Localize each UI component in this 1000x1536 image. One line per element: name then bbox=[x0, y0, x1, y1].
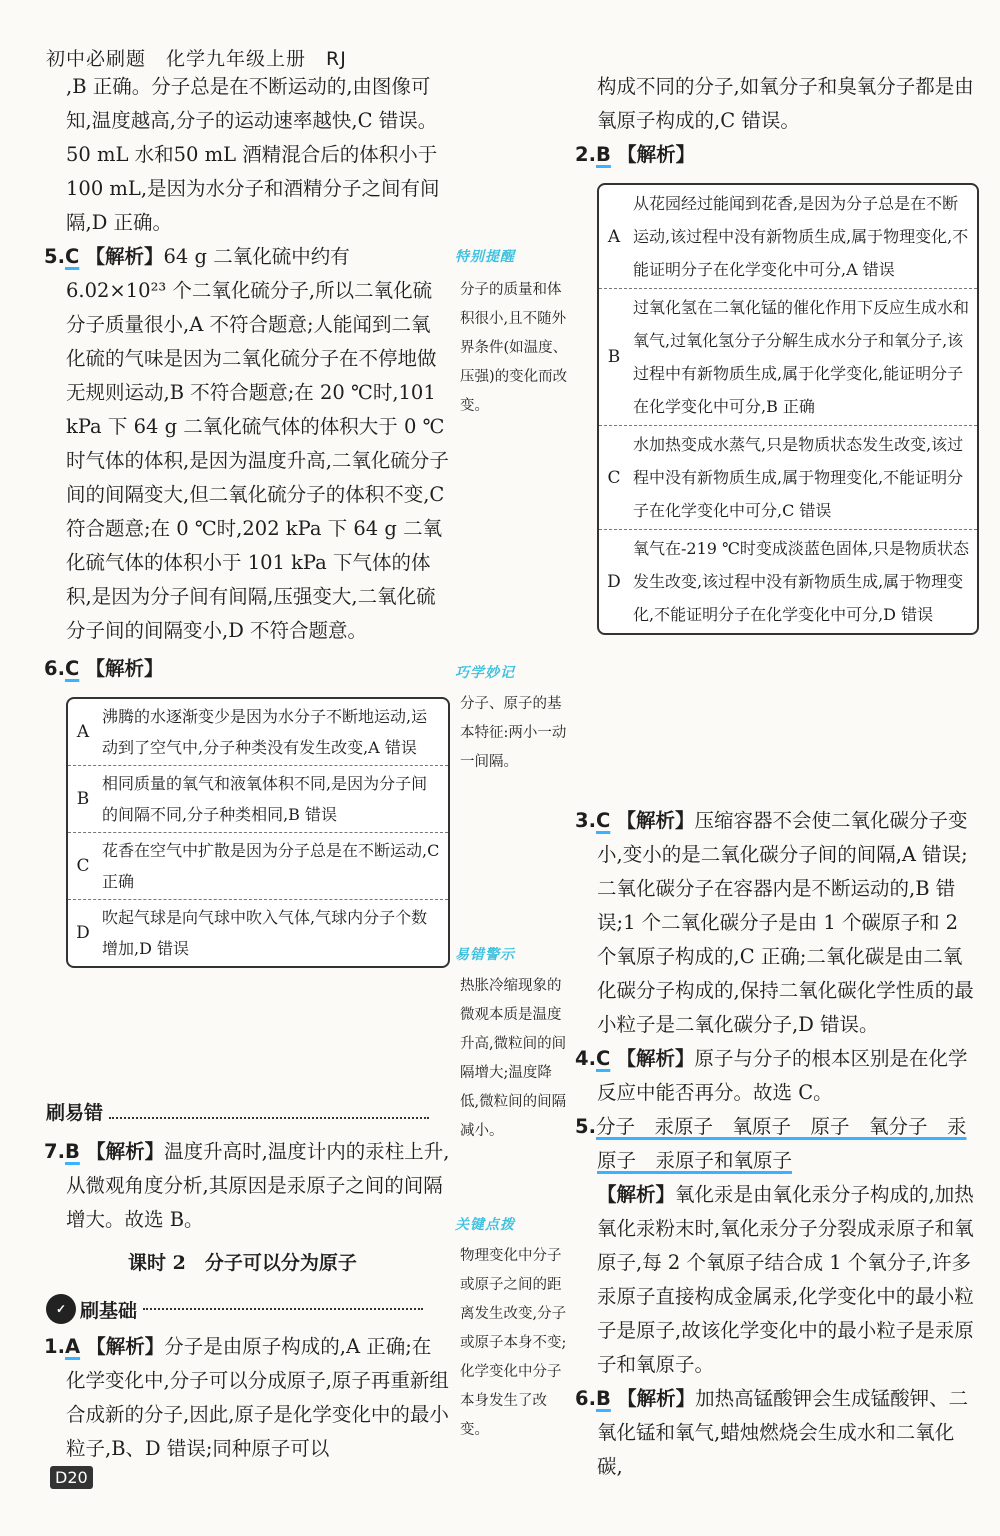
q1-answer: A bbox=[64, 1335, 81, 1358]
row-label: B bbox=[76, 789, 90, 809]
q4-text: 原子与分子的根本区别是在化学反应中能否再分。故选 C。 bbox=[597, 1047, 968, 1104]
question-5-right bbox=[575, 1110, 979, 1178]
section-basic-title: 刷基础 bbox=[80, 1299, 138, 1322]
question-4 bbox=[575, 1042, 979, 1110]
q3-answer: C bbox=[595, 809, 611, 832]
q1-number: 1. bbox=[44, 1335, 65, 1358]
q6r-number: 6. bbox=[575, 1387, 596, 1410]
tip-note-3: 热胀冷缩现象的微观本质是温度升高,微粒间的间隔增大;温度降低,微粒间的间隔减小。 bbox=[460, 978, 567, 1139]
table-row bbox=[68, 766, 448, 833]
q2-analysis-tag: 【解析】 bbox=[617, 143, 696, 166]
q2-number: 2. bbox=[575, 143, 596, 166]
table-row bbox=[599, 426, 977, 530]
section-easy-wrong-title: 刷易错 bbox=[46, 1102, 104, 1124]
q5r-analysis-tag: 【解析】 bbox=[597, 1183, 676, 1206]
q5r-text: 氧化汞是由氧化汞分子构成的,加热氧化汞粉末时,氧化汞分子分裂成汞原子和氧原子,每 2 个氧原子结合成 1 个氧分子,许多汞原子直接构成金属汞,化学变化中的最小粒子是原子,故该化学变化中的最小粒子是汞原子和氧原子。 bbox=[597, 1183, 974, 1376]
q3-text: 压缩容器不会使二氧化碳分子变小,变小的是二氧化碳分子间的间隔,A 错误;二氧化碳分子在容器内是不断运动的,B 错误;1 个二氧化碳分子是由 1 个碳原子和 2 个氧原子构成的,C 正确;二氧化碳是由二氧化碳分子构成的,保持二氧化碳化学性质的最小粒子是二氧化碳分子,D 错误。 bbox=[597, 809, 974, 1036]
page-number: D20 bbox=[50, 1466, 93, 1489]
q2-option-table bbox=[597, 183, 979, 635]
tip-tag-2: 巧学妙记 bbox=[455, 665, 515, 681]
question-6 bbox=[44, 652, 450, 686]
row-text: 水加热变成水蒸气,只是物质状态发生改变,该过程中没有新物质生成,属于物理变化,不能证明分子在化学变化中可分,C 错误 bbox=[633, 435, 964, 520]
row-label: C bbox=[76, 856, 90, 876]
question-5 bbox=[44, 240, 450, 648]
row-text: 花香在空气中扩散是因为分子总是在不断运动,C 正确 bbox=[102, 841, 440, 891]
left-column bbox=[44, 70, 450, 686]
question-7 bbox=[44, 1135, 450, 1237]
q6-option-table bbox=[66, 697, 450, 968]
q5r-number: 5. bbox=[575, 1115, 596, 1138]
tip-tag-1: 特别提醒 bbox=[455, 249, 515, 265]
q5-analysis-tag: 【解析】 bbox=[85, 245, 164, 268]
q7-number: 7. bbox=[44, 1140, 65, 1163]
row-text: 吹起气球是向气球中吹入气体,气球内分子个数增加,D 错误 bbox=[102, 908, 428, 958]
question-6-right bbox=[575, 1382, 979, 1484]
q5-text: 64 g 二氧化硫中约有 6.02×10²³ 个二氧化硫分子,所以二氧化硫分子质量很小,A 不符合题意;人能闻到二氧化硫的气味是因为二氧化硫分子在不停地做无规则运动,B 不符合题意;在 20 ℃时,101 kPa 下 64 g 二氧化硫气体的体积大于 0 ℃时气体的体积,是因为温度升高,二氧化硫分子间的间隔变大,但二氧化硫分子的体积不变,C 符合题意;在 0 ℃时,202 kPa 下 64 g 二氧化硫气体的体积小于 101 kPa 下气体的体积,是因为分子间有间隔,压强变大,二氧化硫分子间的间隔变小,D 不符合题意。 bbox=[66, 245, 449, 642]
q4-number: 4. bbox=[575, 1047, 596, 1070]
row-text: 从花园经过能闻到花香,是因为分子总是在不断运动,该过程中没有新物质生成,属于物理变化,不能证明分子在化学变化中可分,A 错误 bbox=[633, 194, 969, 279]
badge-icon: ✓ bbox=[46, 1294, 76, 1324]
row-text: 相同质量的氧气和液氧体积不同,是因为分子间的间隔不同,分子种类相同,B 错误 bbox=[102, 774, 428, 824]
section-basic bbox=[46, 1294, 448, 1324]
row-text: 沸腾的水逐渐变少是因为水分子不断地运动,运动到了空气中,分子种类没有发生改变,A 错误 bbox=[102, 707, 428, 757]
tip-tag-3: 易错警示 bbox=[455, 947, 515, 963]
row-label: D bbox=[76, 923, 90, 943]
q7-text: 温度升高时,温度计内的汞柱上升,从微观角度分析,其原因是汞原子之间的间隔增大。故选 B。 bbox=[66, 1140, 450, 1231]
table-row bbox=[68, 900, 448, 966]
q6r-text: 加热高锰酸钾会生成锰酸钾、二氧化锰和氧气,蜡烛燃烧会生成水和二氧化碳, bbox=[597, 1387, 969, 1478]
row-label: C bbox=[607, 467, 621, 488]
tip-note-2: 分子、原子的基本特征:两小一动一间隔。 bbox=[460, 696, 567, 770]
q5-number: 5. bbox=[44, 245, 65, 268]
dotted-rule bbox=[143, 1308, 423, 1310]
running-header: 初中必刷题 化学九年级上册 RJ bbox=[46, 48, 347, 70]
question-3 bbox=[575, 804, 979, 1042]
q6r-answer: B bbox=[595, 1387, 611, 1410]
q3-analysis-tag: 【解析】 bbox=[616, 809, 695, 832]
row-label: B bbox=[607, 347, 621, 367]
lesson-title: 课时 2 分子可以分为原子 bbox=[128, 1252, 357, 1274]
q6-analysis-tag: 【解析】 bbox=[85, 657, 164, 680]
row-text: 过氧化氢在二氧化锰的催化作用下反应生成水和氧气,过氧化氢分子分解生成水分子和氧分子,该过程中有新物质生成,属于化学变化,能证明分子在化学变化中可分,B 正确 bbox=[633, 298, 970, 416]
intro-paragraph: ,B 正确。分子总是在不断运动的,由图像可知,温度越高,分子的运动速率越快,C 错误。50 mL 水和50 mL 酒精混合后的体积小于 100 mL,是因为水分子和酒精分子之间有间隔,D 正确。 bbox=[66, 75, 440, 234]
tip-tag-4: 关键点拨 bbox=[455, 1217, 515, 1233]
right-intro-paragraph: 构成不同的分子,如氧分子和臭氧分子都是由氧原子构成的,C 错误。 bbox=[597, 75, 974, 132]
right-column bbox=[575, 70, 979, 172]
row-label: D bbox=[607, 571, 621, 592]
tip-note-4: 物理变化中分子或原子之间的距离发生改变,分子或原子本身不变;化学变化中分子本身发生了改变。 bbox=[460, 1248, 567, 1438]
q2-answer: B bbox=[595, 143, 611, 166]
q6r-analysis-tag: 【解析】 bbox=[617, 1387, 696, 1410]
row-text: 氧气在-219 ℃时变成淡蓝色固体,只是物质状态发生改变,该过程中没有新物质生成,属于物理变化,不能证明分子在化学变化中可分,D 错误 bbox=[633, 539, 970, 624]
row-label: A bbox=[607, 226, 621, 247]
table-row bbox=[68, 833, 448, 900]
q7-answer: B bbox=[64, 1140, 80, 1163]
table-row bbox=[599, 289, 977, 426]
tip-note-1: 分子的质量和体积很小,且不随外界条件(如温度、压强)的变化而改变。 bbox=[460, 282, 568, 414]
question-2 bbox=[575, 138, 979, 172]
table-row bbox=[68, 699, 448, 766]
row-label: A bbox=[76, 722, 90, 742]
q6-number: 6. bbox=[44, 657, 65, 680]
q5r-analysis bbox=[597, 1178, 979, 1382]
q1-text: 分子是由原子构成的,A 正确;在化学变化中,分子可以分成原子,原子再重新组合成新的分子,因此,原子是化学变化中的最小粒子,B、D 错误;同种原子可以 bbox=[66, 1335, 449, 1460]
table-row bbox=[599, 530, 977, 633]
dotted-rule bbox=[109, 1117, 429, 1119]
q4-analysis-tag: 【解析】 bbox=[616, 1047, 695, 1070]
q3-number: 3. bbox=[575, 809, 596, 832]
section-easy-wrong bbox=[46, 1098, 448, 1125]
table-row bbox=[599, 185, 977, 289]
q6-answer: C bbox=[64, 657, 80, 680]
q7-analysis-tag: 【解析】 bbox=[86, 1140, 165, 1163]
q5r-answer: 分子 汞原子 氧原子 原子 氧分子 汞原子 汞原子和氧原子 bbox=[595, 1115, 967, 1172]
right-questions bbox=[575, 804, 979, 1484]
q5-answer: C bbox=[64, 245, 80, 268]
q4-answer: C bbox=[595, 1047, 611, 1070]
q1-analysis-tag: 【解析】 bbox=[86, 1335, 165, 1358]
question-1 bbox=[44, 1330, 450, 1466]
